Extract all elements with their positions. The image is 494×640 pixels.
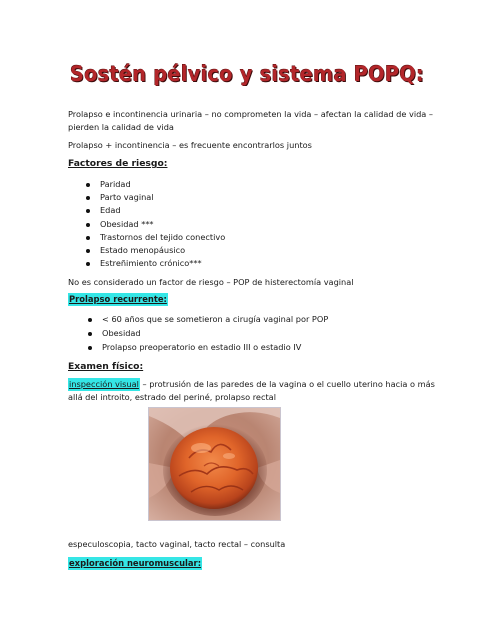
risk-factor-note: No es considerado un factor de riesgo – POP de histerectomía vaginal [68, 277, 354, 287]
bullet-icon [86, 183, 90, 187]
intro-paragraph-1: Prolapso e incontinencia urinaria – no comprometen la vida – afectan la calidad de vida – pierden la calidad de vida [68, 109, 434, 132]
physical-exam-heading: Examen físico: [68, 361, 144, 372]
bullet-icon [86, 209, 90, 213]
bullet-icon [86, 196, 90, 200]
bullet-icon [86, 236, 90, 240]
bullet-icon [88, 332, 92, 336]
visual-inspection-text: – protrusión de las paredes de la vagina o el cuello uterino hacia o más allá del introito, estrado del periné, prolapso rectal [68, 379, 435, 402]
bullet-icon [86, 262, 90, 266]
bullet-icon [88, 318, 92, 322]
visual-inspection-label: inspección visual [69, 379, 139, 389]
recurrent-prolapse-heading: Prolapso recurrente: [69, 294, 167, 304]
speculoscopy-line: especuloscopia, tacto vaginal, tacto rectal – consulta [68, 539, 286, 549]
document-page: Sostén pélvico y sistema POPQ: Prolapso e incontinencia urinaria – no comprometen la vida – afectan la calidad de vida – pierden la calidad de vida Prolapso + incontinencia – es frecuente encontrarlos juntos Factores de riesgo: Paridad Parto vaginal Edad Obesidad *** Trastornos del tejido conectivo Estado menopáusico Estreñimiento crónico*** No es considerado un factor de riesgo – POP de histerectomía vaginal Prolapso recurrente: < 60 años que se sometieron a cirugía vaginal por POP Obesidad Prolapso preoperatorio en estadio III o estadio IV Examen físico: inspección visual – protrusión de las paredes de la vagina o el cuello uterino hacia o más allá del introito, estrado del periné, prolapso rectal especuloscopia, tacto vaginal, tacto rectal – consulta exploración neuromuscular: [0, 0, 494, 640]
risk-factors-heading: Factores de riesgo: [68, 158, 168, 169]
bullet-icon [86, 249, 90, 253]
visual-inspection-paragraph [68, 378, 438, 404]
intro-paragraph-2: Prolapso + incontinencia – es frecuente encontrarlos juntos [68, 140, 312, 150]
bullet-icon [86, 223, 90, 227]
prolapse-photo [148, 407, 281, 521]
page-title: Sostén pélvico y sistema POPQ: [69, 62, 425, 86]
bullet-icon [88, 346, 92, 350]
neuromuscular-exam-line: exploración neuromuscular: [69, 558, 202, 568]
